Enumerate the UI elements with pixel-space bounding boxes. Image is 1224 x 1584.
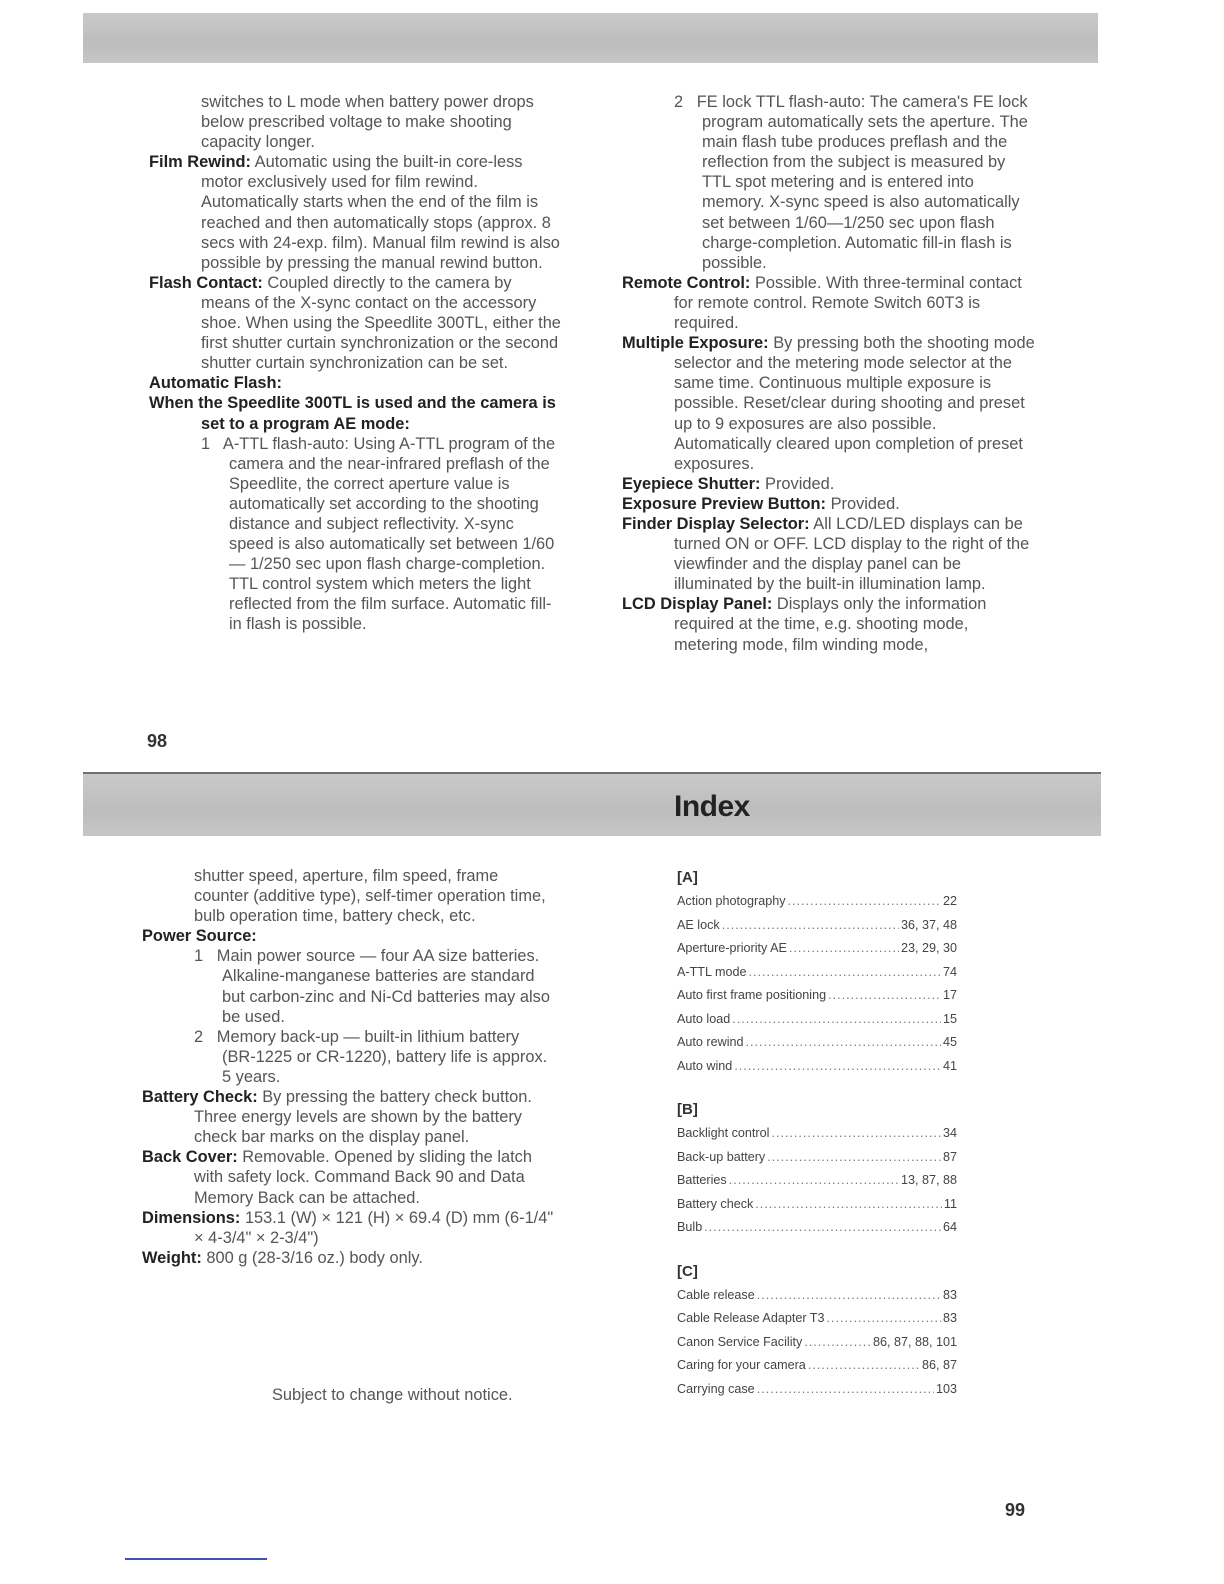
index-entry-term: Batteries [677,1173,727,1187]
index-leader-dots [722,914,899,938]
index-entry-pages: 87 [942,1149,957,1164]
power-item-2-text: Memory back-up — built-in lithium battery (BR-1225 or CR-1220), battery life is approx. 5 years. [216,1027,548,1086]
index-entry [677,984,957,1008]
page-number-99: 99 [1005,1500,1026,1520]
index-leader-dots [767,1146,941,1170]
dimensions-entry [142,1208,554,1248]
film-rewind-text: Automatic using the built-in core-less motor exclusively used for film rewind. Automatically starts when the end of the film is reached and then automatically stops (approx. 8 secs with 24-exp. film). Manual film rewind is also possible by pressing the manual rewind button. [201,153,560,272]
finder-display-entry [622,514,1035,594]
index-leader-dots [827,1307,941,1331]
index-entry [677,890,957,914]
eyepiece-shutter-text: Provided. [765,474,835,493]
index-leader-dots [804,1331,871,1355]
index-leader-dots [704,1216,941,1240]
dimensions-term: Dimensions: [142,1208,241,1227]
index-entry-pages: 23, 29, 30 [900,941,957,955]
back-cover-text: Removable. Opened by sliding the latch with safety lock. Command Back 90 and Data Memory Back can be attached. [194,1148,532,1207]
index-leader-dots [789,937,899,961]
index-entry [677,914,957,938]
index-section-b [677,1122,957,1240]
index-entry-term: Backlight control [677,1126,770,1140]
index-entry-term: Cable release [677,1287,755,1302]
index-leader-dots [788,890,941,914]
index-entry [677,1284,957,1308]
index-entry [677,1354,957,1378]
index-entry [677,1122,957,1146]
index-entry-pages: 17 [942,988,957,1002]
power-source-heading: Power Source: [142,927,257,946]
lcd-display-term: LCD Display Panel: [622,595,773,614]
battery-check-term: Battery Check: [142,1088,258,1107]
multiple-exposure-term: Multiple Exposure: [622,334,769,353]
power-item-2-number: 2 [194,1027,204,1046]
change-notice: Subject to change without notice. [272,1386,513,1404]
index-entry [677,1055,957,1079]
index-entry-pages: 22 [942,894,957,908]
remote-control-entry [622,273,1035,333]
multiple-exposure-text: By pressing both the shooting mode selector and the metering mode selector at the same time. Continuous multiple exposure is possible. Reset/clear during shooting and preset up to 9 exposures are also possible. Automatically cleared upon completion of preset exposures. [674,334,1035,473]
index-entry-pages: 41 [942,1058,957,1073]
back-cover-entry [142,1147,554,1207]
multiple-exposure-entry [622,333,1035,474]
index-leader-dots [828,984,941,1008]
speedlite-heading: When the Speedlite 300TL is used and the camera is set to a program AE mode: [149,394,556,433]
index-entry [677,1008,957,1032]
index-list [677,866,957,1401]
index-leader-dots [732,1008,941,1032]
index-entry [677,1146,957,1170]
index-heading: Index [674,790,750,823]
index-entry [677,1216,957,1240]
index-leader-dots [734,1055,941,1079]
power-item-1 [194,946,554,1026]
index-entry-term: Action photography [677,894,786,908]
battery-check-text: By pressing the battery check button. Three energy levels are shown by the battery check bar marks on the display panel. [194,1088,532,1147]
index-entry [677,1193,957,1217]
page-98-header-band [83,13,1098,63]
lcd-display-entry [622,594,1035,654]
index-entry [677,1031,957,1055]
flash-contact-entry [149,273,561,373]
index-section-a [677,890,957,1078]
index-entry-term: Carrying case [677,1381,755,1396]
index-section-b-label: [B] [677,1101,698,1118]
film-rewind-entry [149,152,561,273]
exposure-preview-term: Exposure Preview Button: [622,494,827,513]
page-98-left-column [149,92,561,635]
index-entry-term: Canon Service Facility [677,1334,803,1349]
index-entry-pages: 64 [942,1220,957,1234]
film-rewind-term: Film Rewind: [149,153,251,172]
footer-rule [125,1558,267,1560]
index-entry-pages: 83 [942,1287,957,1302]
lcd-continued-text: shutter speed, aperture, film speed, frame counter (additive type), self-timer operation time, bulb operation time, battery check, etc. [194,867,546,926]
index-entry-term: Battery check [677,1196,754,1211]
weight-text: 800 g (28-3/16 oz.) body only. [206,1248,423,1267]
page-number-98: 98 [147,731,168,751]
flash-item-1 [201,434,561,635]
index-entry-pages: 83 [942,1311,957,1325]
flash-item-2-number: 2 [674,93,684,111]
battery-check-entry [142,1087,554,1147]
index-entry-pages: 45 [942,1035,957,1049]
index-entry [677,1378,957,1402]
index-entry-pages: 86, 87 [921,1358,957,1372]
flash-item-1-text: A-TTL flash-auto: Using A-TTL program of the camera and the near-infrared preflash of the Speedlite, the correct aperture value is automatically set according to the shooting distance and subject reflectivity. X-sync speed is also automatically set between 1/60 — 1/250 sec upon flash charge-completion. TTL control system which meters the light reflected from the film surface. Automatic fill-in flash is possible. [222,434,556,634]
page-98-right-column [622,92,1035,655]
index-leader-dots [749,961,941,985]
page-99-left-column [142,866,554,1268]
index-entry-term: Auto rewind [677,1035,744,1049]
index-entry [677,937,957,961]
index-entry-pages: 103 [935,1381,957,1396]
index-entry-term: Auto first frame positioning [677,988,827,1002]
index-leader-dots [755,1193,942,1217]
flash-item-1-number: 1 [201,434,211,453]
index-entry-term: Back-up battery [677,1149,766,1164]
index-entry-term: Auto load [677,1011,731,1026]
index-section-c [677,1284,957,1402]
index-entry-term: AE lock [677,917,720,932]
flash-item-2 [674,92,1035,273]
exposure-preview-entry [622,494,1035,514]
index-entry-term: Aperture-priority AE [677,941,787,955]
lcd-display-text: Displays only the information required at the time, e.g. shooting mode, metering mode, film winding mode, [674,595,987,654]
power-item-2 [194,1027,554,1087]
index-entry-pages: 86, 87, 88, 101 [872,1334,957,1349]
index-entry-pages: 15 [942,1011,957,1026]
index-leader-dots [746,1031,941,1055]
index-entry-term: Cable Release Adapter T3 [677,1311,825,1325]
flash-item-2-text: FE lock TTL flash-auto: The camera's FE lock program automatically sets the aperture. The main flash tube produces preflash and the reflection from the subject is measured by TTL spot metering and is entered into memory. X-sync speed is also automatically set between 1/60—1/250 sec upon flash charge-completion. Automatic fill-in flash is possible. [696,93,1028,272]
page-99-header-band [83,772,1101,836]
back-cover-term: Back Cover: [142,1148,238,1167]
weight-entry [142,1248,554,1268]
power-item-1-number: 1 [194,947,204,966]
index-leader-dots [808,1354,920,1378]
index-entry-term: Auto wind [677,1058,733,1073]
flash-contact-term: Flash Contact: [149,273,263,292]
finder-display-text: All LCD/LED displays can be turned ON or OFF. LCD display to the right of the viewfinder and the display panel can be illuminated by the built-in illumination lamp. [674,514,1030,594]
dimensions-text: 153.1 (W) × 121 (H) × 69.4 (D) mm (6-1/4" × 4-3/4" × 2-3/4") [194,1208,554,1247]
weight-term: Weight: [142,1248,202,1267]
index-entry-term: Caring for your camera [677,1358,806,1372]
flash-contact-text: Coupled directly to the camera by means of the X-sync contact on the accessory shoe. When using the Speedlite 300TL, either the first shutter curtain synchronization or the second shutter curtain synchronization can be set. [201,273,561,373]
index-entry [677,1307,957,1331]
automatic-flash-heading: Automatic Flash: [149,374,282,393]
index-entry-term: A-TTL mode [677,964,747,979]
index-leader-dots [757,1284,941,1308]
index-leader-dots [771,1122,941,1146]
index-entry-pages: 74 [942,964,957,979]
eyepiece-shutter-term: Eyepiece Shutter: [622,474,761,493]
finder-display-term: Finder Display Selector: [622,514,810,533]
power-intro-text: switches to L mode when battery power drops below prescribed voltage to make shooting capacity longer. [201,93,534,152]
index-leader-dots [757,1378,934,1402]
index-leader-dots [729,1169,899,1193]
remote-control-term: Remote Control: [622,273,751,292]
index-section-a-label: [A] [677,869,698,886]
index-entry-term: Bulb [677,1220,703,1234]
index-entry [677,961,957,985]
remote-control-text: Possible. With three-terminal contact for remote control. Remote Switch 60T3 is required. [674,273,1022,333]
index-section-c-label: [C] [677,1262,698,1280]
index-entry-pages: 11 [943,1196,957,1211]
power-item-1-text: Main power source — four AA size batteries. Alkaline-manganese batteries are standard but carbon-zinc and Ni-Cd batteries may also be used. [216,947,550,1026]
index-entry [677,1331,957,1355]
eyepiece-shutter-entry [622,474,1035,494]
index-entry [677,1169,957,1193]
index-entry-pages: 36, 37, 48 [900,917,957,932]
index-entry-pages: 34 [942,1126,957,1140]
index-entry-pages: 13, 87, 88 [900,1173,957,1187]
exposure-preview-text: Provided. [830,494,900,513]
